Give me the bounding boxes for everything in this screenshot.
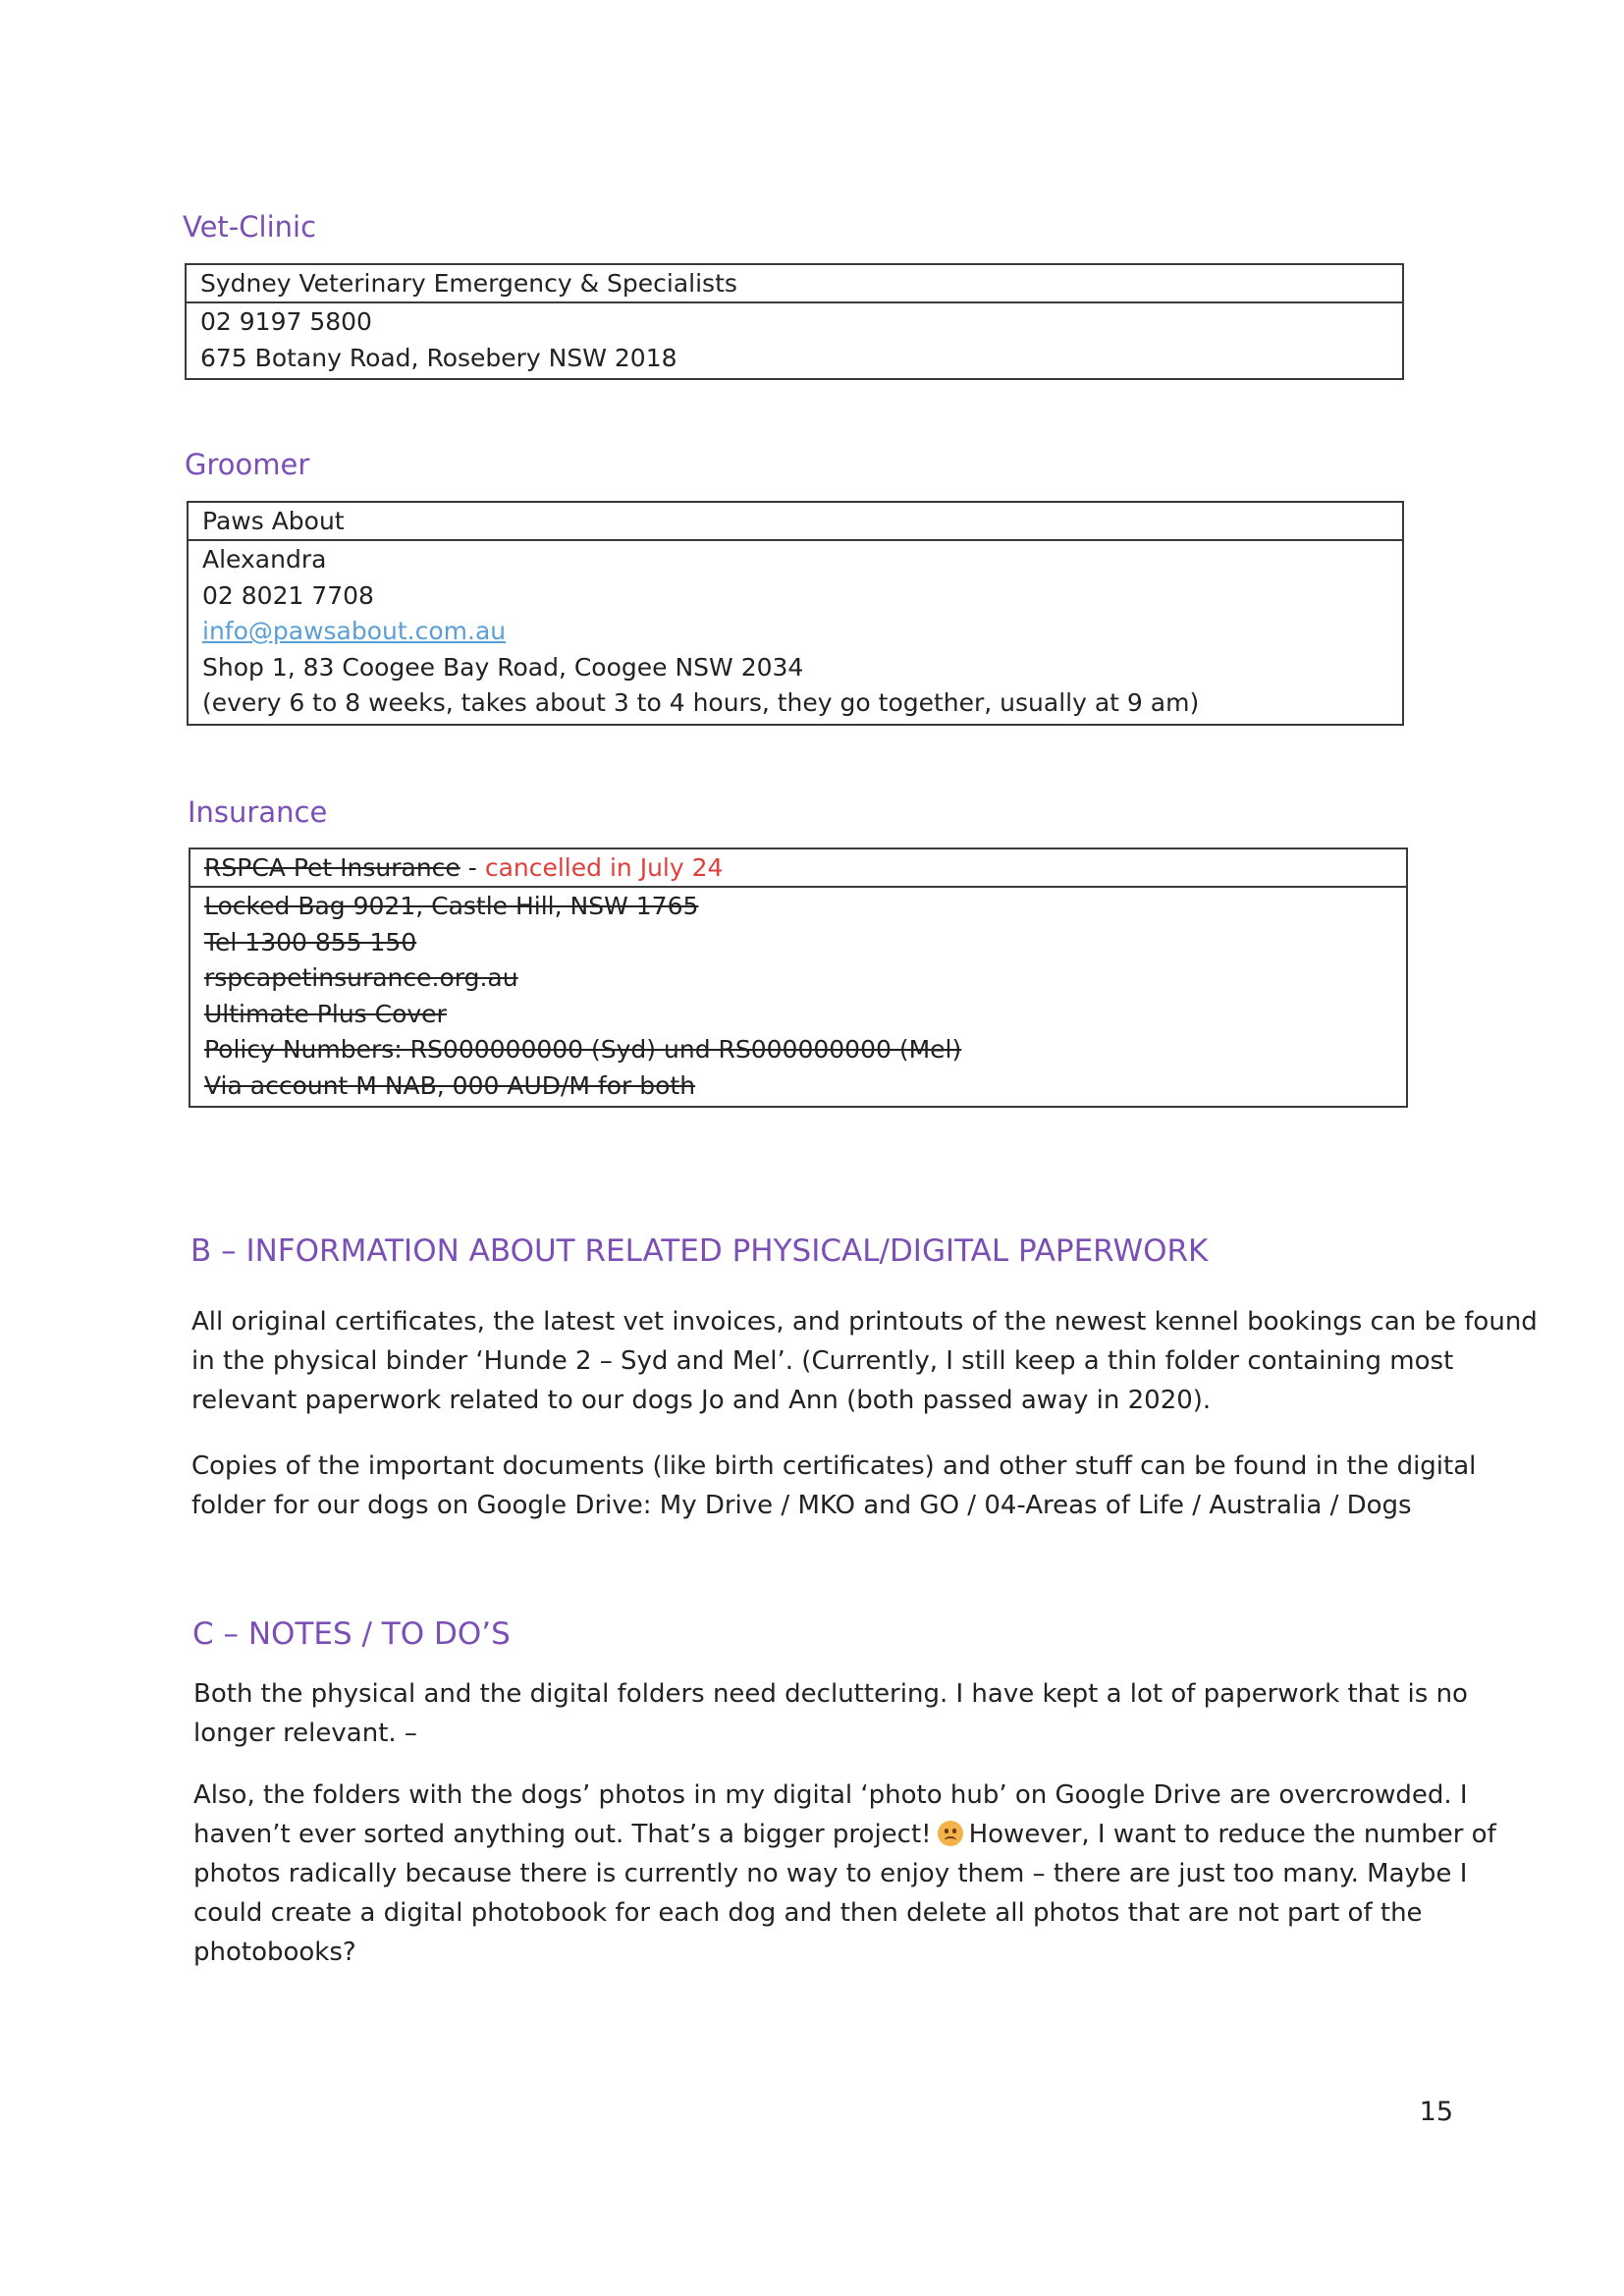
text-line: photos radically because there is currently no way to enjoy them – there are just too many. Maybe I [193, 1859, 1468, 1888]
insurance-cover: Ultimate Plus Cover [204, 999, 447, 1028]
text-line: could create a digital photobook for each dog and then delete all photos that are not part of the [193, 1898, 1423, 1928]
text-line: folder for our dogs on Google Drive: My Drive / MKO and GO / 04-Areas of Life / Australia / Dogs [191, 1491, 1412, 1520]
text-line: Both the physical and the digital folders need decluttering. I have kept a lot of paperwork that is no [193, 1679, 1468, 1709]
text-line: Also, the folders with the dogs’ photos in my digital ‘photo hub’ on Google Drive are overcrowded. I [193, 1780, 1468, 1810]
text-line: in the physical binder ‘Hunde 2 – Syd and Mel’. (Currently, I still keep a thin folder containing most [191, 1346, 1454, 1376]
vet-clinic-table [185, 263, 1404, 380]
sad-face-icon [938, 1821, 963, 1846]
groomer-heading: Groomer [185, 448, 310, 481]
groomer-table [187, 501, 1404, 726]
vet-clinic-address: 675 Botany Road, Rosebery NSW 2018 [200, 343, 677, 372]
section-b-heading: B – INFORMATION ABOUT RELATED PHYSICAL/DIGITAL PAPERWORK [190, 1233, 1209, 1269]
vet-clinic-phone: 02 9197 5800 [200, 307, 372, 336]
text-line: Copies of the important documents (like birth certificates) and other stuff can be found in the digital [191, 1451, 1477, 1481]
text-segment: haven’t ever sorted anything out. That’s a bigger project! [193, 1820, 932, 1849]
text-line: relevant paperwork related to our dogs Jo and Ann (both passed away in 2020). [191, 1386, 1212, 1415]
insurance-name-row [190, 849, 1406, 888]
insurance-phone: Tel 1300 855 150 [204, 927, 417, 957]
text-segment: However, I want to reduce the number of [968, 1820, 1496, 1849]
page-number: 15 [1419, 2097, 1453, 2127]
text-line: All original certificates, the latest vet invoices, and printouts of the newest kennel bookings can be found [191, 1307, 1538, 1337]
text-line: photobooks? [193, 1938, 356, 1967]
groomer-email-link[interactable]: info@pawsabout.com.au [202, 617, 507, 645]
insurance-separator: - [467, 853, 477, 882]
insurance-website: rspcapetinsurance.org.au [204, 963, 518, 992]
text-line: longer relevant. – [193, 1719, 417, 1748]
groomer-name: Paws About [189, 503, 1402, 541]
insurance-status: cancelled in July 24 [484, 853, 724, 882]
section-b-paragraph-1 [191, 1302, 1538, 1420]
text-line [193, 1815, 1496, 1854]
vet-clinic-name: Sydney Veterinary Emergency & Specialists [187, 265, 1402, 303]
section-b-paragraph-2 [191, 1447, 1476, 1525]
section-c-heading: C – NOTES / TO DO’S [192, 1616, 511, 1652]
insurance-address: Locked Bag 9021, Castle Hill, NSW 1765 [204, 892, 699, 920]
section-c-paragraph-2 [193, 1776, 1496, 1972]
insurance-table [189, 847, 1408, 1108]
groomer-note: (every 6 to 8 weeks, takes about 3 to 4 hours, they go together, usually at 9 am) [202, 688, 1200, 717]
section-c-paragraph-1 [193, 1674, 1468, 1753]
groomer-address: Shop 1, 83 Coogee Bay Road, Coogee NSW 2034 [202, 652, 804, 682]
insurance-payment: Via account M NAB, 000 AUD/M for both [204, 1070, 696, 1100]
groomer-contact: Alexandra [202, 545, 327, 574]
insurance-heading: Insurance [188, 795, 328, 829]
insurance-name: RSPCA Pet Insurance [204, 853, 460, 882]
insurance-policy-numbers: Policy Numbers: RS000000000 (Syd) und RS000000000 (Mel) [204, 1035, 962, 1064]
vet-clinic-heading: Vet-Clinic [183, 210, 317, 244]
groomer-phone: 02 8021 7708 [202, 580, 374, 610]
